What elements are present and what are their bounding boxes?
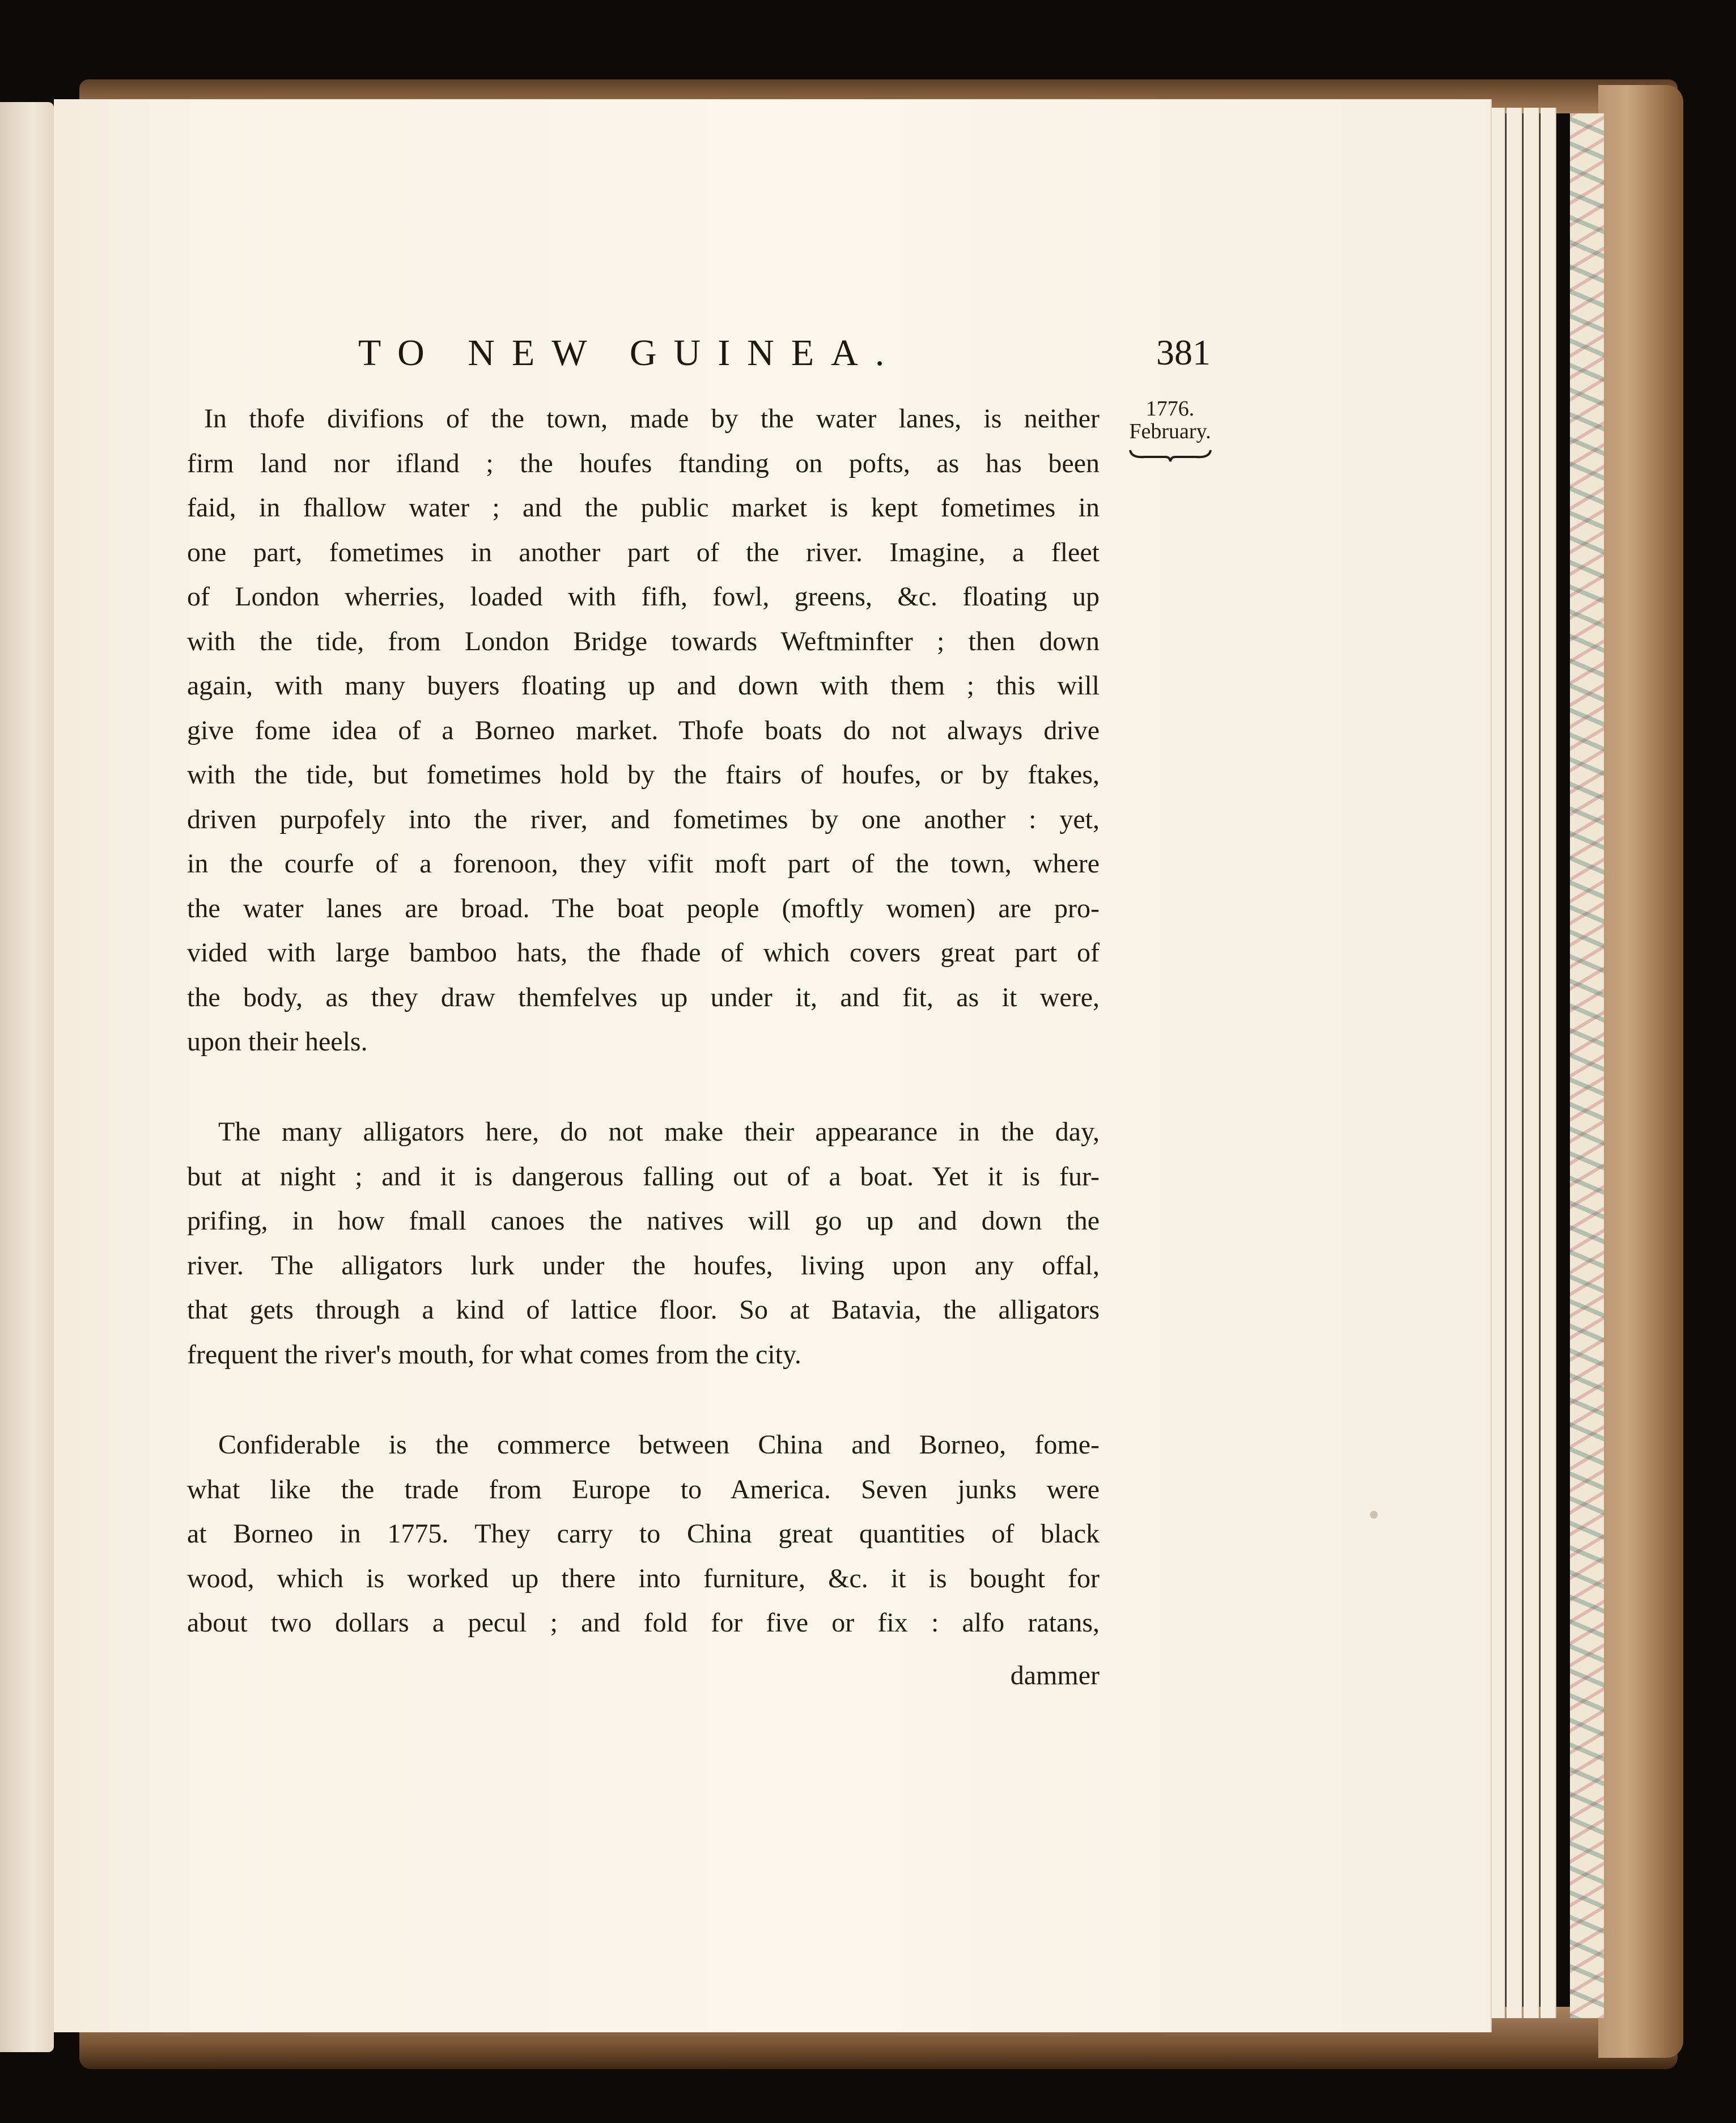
text-line: what like the trade from Europe to America. Seven junks were [187, 1474, 1100, 1505]
facing-page-edge [0, 102, 54, 2052]
running-head: TO NEW GUINEA. [358, 332, 902, 374]
page-leaf-edge [1540, 108, 1556, 2018]
text-line: frequent the river's mouth, for what comes from the city. [187, 1339, 801, 1370]
text-line: give fome idea of a Borneo market. Thofe boats do not always drive [187, 715, 1100, 745]
page-leaf-edge [1506, 108, 1522, 2018]
margin-note-month: February. [1129, 419, 1211, 443]
text-line: one part, fometimes in another part of the river. Imagine, a fleet [187, 537, 1100, 567]
margin-note-year: 1776. [1145, 397, 1195, 421]
paragraph-2 [187, 1110, 1100, 1377]
text-line: the body, as they draw themfelves up under it, and fit, as it were, [187, 982, 1100, 1012]
text-line: river. The alligators lurk under the houfes, living upon any offal, [187, 1250, 1100, 1281]
text-line: upon their heels. [187, 1027, 368, 1057]
margin-note [1118, 398, 1223, 463]
text-line: firm land nor ifland ; the houfes ftanding on pofts, as has been [187, 448, 1100, 478]
text-line: driven purpofely into the river, and fometimes by one another : yet, [187, 804, 1100, 834]
text-line: with the tide, from London Bridge towards Weftminfter ; then down [187, 626, 1100, 656]
catchword: dammer [1010, 1660, 1100, 1690]
text-line: In thofe divifions of the town, made by the water lanes, is neither [204, 404, 1100, 434]
text-line: faid, in fhallow water ; and the public market is kept fometimes in [187, 493, 1100, 523]
text-line: vided with large bamboo hats, the fhade of which covers great part of [187, 938, 1100, 968]
text-line: of London wherries, loaded with fifh, fowl, greens, &c. floating up [187, 582, 1100, 612]
page-leaf-edge [1489, 108, 1505, 2018]
text-line: prifing, in how fmall canoes the natives will go up and down the [187, 1206, 1100, 1236]
page-leaf-edge [1523, 108, 1539, 2018]
text-line: Confiderable is the commerce between China and Borneo, fome- [218, 1430, 1100, 1460]
ink-blot [1370, 1511, 1378, 1519]
paragraph-3 [187, 1423, 1100, 1646]
text-line: The many alligators here, do not make their appearance in the day, [218, 1117, 1100, 1147]
paragraph-1 [187, 397, 1100, 1065]
text-line: at Borneo in 1775. They carry to China great quantities of black [187, 1519, 1100, 1549]
book-page [54, 99, 1491, 2032]
text-line: again, with many buyers floating up and down with them ; this will [187, 671, 1100, 701]
page-number: 381 [1156, 332, 1211, 372]
brace-ornament [1128, 446, 1213, 463]
text-line: the water lanes are broad. The boat people (moftly women) are pro- [187, 893, 1100, 923]
text-line: about two dollars a pecul ; and fold for five or fix : alfo ratans, [187, 1608, 1100, 1638]
book-cover-fore-edge [1598, 85, 1683, 2058]
marbled-endpaper-edge [1570, 113, 1604, 2018]
text-line: that gets through a kind of lattice floor. So at Batavia, the alligators [187, 1295, 1100, 1325]
text-line: wood, which is worked up there into furniture, &c. it is bought for [187, 1563, 1100, 1594]
text-line: with the tide, but fometimes hold by the ftairs of houfes, or by ftakes, [187, 760, 1100, 790]
text-line: in the courfe of a forenoon, they vifit moft part of the town, where [187, 849, 1100, 879]
text-line: but at night ; and it is dangerous falling out of a boat. Yet it is fur- [187, 1161, 1100, 1192]
